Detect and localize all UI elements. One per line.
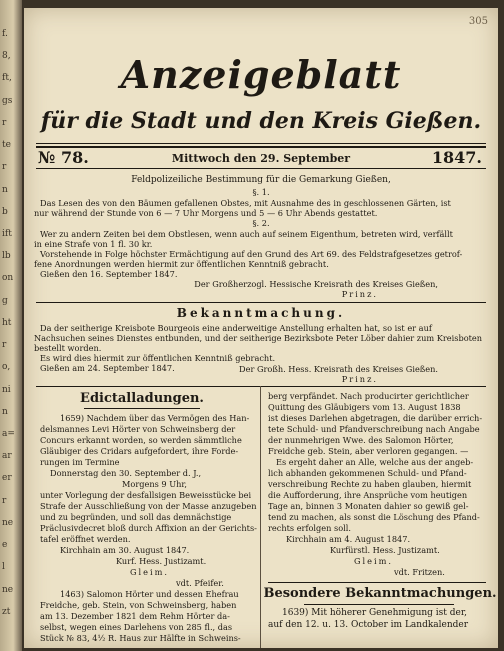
section1-signer: Prinz. — [341, 289, 378, 299]
left-column-line: Gleim. — [130, 567, 169, 577]
previous-page-text-fragment: ne — [2, 517, 14, 528]
previous-page-edge — [0, 0, 22, 651]
previous-page-text-fragment: ar — [2, 451, 12, 462]
left-column-line: Stück № 83, 4½ R. Haus zur Hälfte in Schweins- — [40, 633, 241, 643]
right-column-line: der nunmehrigen Wwe. des Salomon Hörter, — [268, 435, 454, 445]
previous-page-text-fragment: f. — [2, 29, 8, 39]
section1-para2-line: Gießen den 16. September 1847. — [40, 269, 178, 279]
issue-year: 1847. — [431, 148, 482, 167]
left-column-line: Donnerstag den 30. September d. J., — [50, 468, 202, 478]
right-column-line: verschreibung Rechte zu haben glauben, hiermit — [268, 479, 472, 489]
section1-para2-line: Wer zu andern Zeiten bei dem Obstlesen, wenn auch auf seinem Eigenthum, betreten wird, verfällt — [40, 229, 453, 239]
previous-page-text-fragment: n — [2, 184, 8, 195]
previous-page-text-fragment: l — [2, 562, 5, 573]
previous-page-text-fragment: b — [2, 206, 8, 217]
masthead-subtitle: für die Stadt und den Kreis Gießen. — [40, 108, 482, 134]
section1-para2-line: in eine Strafe von 1 fl. 30 kr. — [34, 239, 153, 249]
previous-page-text-fragment: ne — [2, 584, 14, 595]
issue-number: № 78. — [38, 148, 89, 167]
section2-signature: Der Großh. Hess. Kreisrath des Kreises Gießen. — [239, 364, 438, 374]
section2-line: Da der seitherige Kreisbote Bourgeois eine anderweitige Anstellung erhalten hat, so ist er auf — [40, 323, 432, 333]
previous-page-text-fragment: a= — [2, 429, 15, 439]
page-number: 305 — [468, 16, 488, 27]
section2-line: Nachsuchen seines Dienstes entbunden, und der seitherige Bezirksbote Peter Löber dahier zum Kreisboten — [34, 333, 483, 343]
right-column-line: tete Schuld- und Pfandverschreibung nach Angabe — [268, 424, 480, 434]
right-column-line: tend zu machen, als sonst die Löschung des Pfand- — [268, 512, 480, 522]
right-column-line: vdt. Fritzen. — [394, 567, 445, 577]
previous-page-text-fragment: ift — [2, 229, 12, 239]
left-column-line: Kurf. Hess. Justizamt. — [116, 556, 207, 566]
previous-page-text-fragment: ht — [2, 317, 12, 328]
right-column-line: lich abhanden gekommenen Schuld- und Pfand- — [268, 468, 467, 478]
section1-para2-number: §. 2. — [252, 218, 270, 228]
left-column-line: delsmannes Levi Hörter von Schweinsberg der — [40, 424, 236, 434]
right-column-line: Quittung des Gläubigers vom 13. August 1838 — [268, 402, 461, 412]
section1-para2-line: Vorstehende in Folge höchster Ermächtigung auf den Grund des Art 69. des Feldstrafgesetzes getrof- — [40, 249, 463, 259]
left-column-line: Kirchhain am 30. August 1847. — [60, 545, 190, 555]
left-column-heading: Edictalladungen. — [80, 391, 204, 406]
right-column-heading: Besondere Bekanntmachungen. — [263, 586, 497, 601]
section1-para2-line: fene Anordnungen werden hiermit zur öffentlichen Kenntniß gebracht. — [34, 259, 329, 269]
right-column-line: Kirchhain am 4. August 1847. — [286, 534, 411, 544]
previous-page-text-fragment: ft, — [2, 73, 12, 84]
right-column-line: die Aufforderung, ihre Ansprüche vom heutigen — [268, 490, 468, 500]
left-column-line: tafel eröffnet werden. — [40, 534, 131, 544]
left-column-line: unter Vorlegung der desfallsigen Beweisstücke bei — [40, 490, 252, 500]
previous-page-text-fragment: r — [2, 340, 7, 351]
previous-page-text-fragment: on — [2, 273, 14, 284]
previous-page-text-fragment: er — [2, 473, 12, 484]
previous-page-text-fragment: r — [2, 117, 7, 128]
issue-date: Mittwoch den 29. September — [171, 152, 351, 165]
column-divider — [260, 386, 261, 648]
previous-page-text-fragment: zt — [2, 606, 11, 617]
left-column-line: und zu begründen, und soll das demnächstige — [40, 512, 232, 522]
left-column-line: 1463) Salomon Hörter und dessen Ehefrau — [60, 589, 239, 599]
masthead-title: Anzeigeblatt — [120, 52, 402, 97]
section-divider — [36, 386, 486, 387]
left-column-line: am 13. Dezember 1821 dem Rehm Hörter da- — [40, 611, 230, 621]
left-column-line: 1659) Nachdem über das Vermögen des Han- — [60, 413, 250, 423]
header-rule-bottom — [36, 168, 486, 169]
right-column-line: rechts erfolgen soll. — [268, 523, 351, 533]
previous-page-text-fragment: r — [2, 495, 7, 506]
right-column-line: Freidche geb. Stein, aber verloren gegangen. — — [268, 446, 469, 456]
previous-page-text-fragment: lb — [2, 251, 11, 262]
newspaper-page — [24, 8, 498, 648]
right-column-line: auf den 12. u. 13. October im Landkalender — [268, 620, 469, 630]
left-column-line: Gläubiger des Cridars aufgefordert, ihre Forde- — [40, 446, 239, 456]
section2-heading: Bekanntmachung. — [176, 306, 346, 320]
left-column-line: Morgens 9 Uhr, — [122, 479, 187, 489]
left-column-line: vdt. Pfeifer. — [176, 578, 224, 588]
left-column-line: Strafe der Ausschließung von der Masse anzugeben — [40, 501, 257, 511]
section1-heading: Feldpolizeiliche Bestimmung für die Gemarkung Gießen, — [131, 175, 391, 185]
section1-signature: Der Großherzogl. Hessische Kreisrath des Kreises Gießen, — [194, 279, 438, 289]
previous-page-text-fragment: g — [2, 295, 8, 306]
previous-page-text-fragment: e — [2, 540, 8, 551]
section2-line: bestellt worden. — [34, 343, 102, 353]
right-column-line: Kurfürstl. Hess. Justizamt. — [330, 545, 440, 555]
previous-page-text-fragment: r — [2, 162, 7, 173]
section1-para1-line: nur während der Stunde von 6 — 7 Uhr Morgens und 5 — 6 Uhr Abends gestattet. — [34, 208, 378, 218]
section1-para1-line: Das Lesen des von den Bäumen gefallenen Obstes, mit Ausnahme des in geschlossenen Gärten, ist — [40, 198, 451, 208]
right-column-line: ist dieses Darlehen abgetragen, die darüber errich- — [268, 413, 483, 423]
section2-signer: Prinz. — [341, 374, 378, 384]
right-column-line: Es ergeht daher an Alle, welche aus der angeb- — [276, 457, 474, 467]
previous-page-text-fragment: gs — [2, 95, 13, 106]
left-column-line: Präclusivdecret bloß durch Affixion an der Gerichts- — [40, 523, 257, 533]
right-column-line: berg verpfändet. Nach producirter gerichtlicher — [268, 391, 469, 401]
section2-line: Gießen am 24. September 1847. — [40, 363, 175, 373]
previous-page-text-fragment: ni — [2, 384, 11, 395]
header-rule-top — [36, 143, 486, 144]
right-column-line: Tage an, binnen 3 Monaten dahier so gewiß gel- — [268, 501, 469, 511]
right-column-line: 1639) Mit höherer Genehmigung ist der, — [282, 608, 468, 618]
previous-page-text-fragment: n — [2, 406, 8, 417]
previous-page-text-fragment: o, — [2, 362, 11, 373]
header-rule-thick — [36, 146, 486, 148]
heading-underline — [84, 408, 200, 409]
section2-line: Es wird dies hiermit zur öffentlichen Kenntniß gebracht. — [40, 353, 276, 363]
left-column-line: Freidche, geb. Stein, von Schweinsberg, haben — [40, 600, 237, 610]
left-column-line: Concurs erkannt worden, so werden sämmtliche — [40, 435, 242, 445]
previous-page-text-fragment: te — [2, 140, 11, 151]
heading-underline — [304, 604, 454, 605]
section-divider — [36, 302, 486, 303]
section-divider — [268, 582, 486, 583]
previous-page-text-fragment: 8, — [2, 51, 11, 62]
left-column-line: selbst, wegen eines Darlehens von 285 fl., das — [40, 622, 233, 632]
right-column-line: Gleim. — [354, 556, 393, 566]
section1-para1-number: §. 1. — [252, 187, 270, 197]
left-column-line: rungen im Termine — [40, 457, 120, 467]
